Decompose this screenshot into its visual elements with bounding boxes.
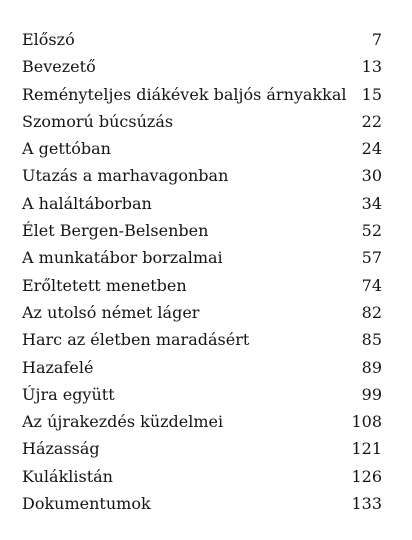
toc-entry-title: A gettóban bbox=[22, 139, 111, 159]
toc-entry-title: Reményteljes diákévek baljós árnyakkal bbox=[22, 84, 347, 104]
toc-entry-page-number: 7 bbox=[371, 30, 382, 49]
toc-entry-title: Dokumentumok bbox=[22, 494, 151, 514]
toc-entry-title: Előszó bbox=[22, 30, 75, 49]
toc-entry-page-number: 74 bbox=[361, 275, 382, 295]
toc-entry-title: Az újrakezdés küzdelmei bbox=[22, 412, 224, 432]
toc-entry-page-number: 126 bbox=[351, 466, 382, 486]
toc-entry bbox=[22, 217, 382, 244]
toc-entry-title: Az utolsó német láger bbox=[22, 302, 200, 322]
toc-entry-page-number: 52 bbox=[361, 221, 382, 241]
toc-entry-title: Hazafelé bbox=[22, 357, 94, 377]
toc-entry-page-number: 30 bbox=[361, 166, 382, 186]
toc-entry bbox=[22, 463, 382, 490]
toc-entry-page-number: 13 bbox=[361, 57, 382, 77]
toc-entry-title: Élet Bergen-Belsenben bbox=[22, 221, 209, 241]
toc-entry bbox=[22, 81, 382, 108]
toc-entry bbox=[22, 326, 382, 353]
toc-entry-page-number: 22 bbox=[361, 111, 382, 131]
toc-entry-page-number: 89 bbox=[361, 357, 382, 377]
toc-entry bbox=[22, 354, 382, 381]
toc-entry bbox=[22, 53, 382, 80]
toc-entry bbox=[22, 244, 382, 271]
toc-entry-page-number: 24 bbox=[361, 139, 382, 159]
toc-entry-page-number: 34 bbox=[361, 193, 382, 213]
toc-entry bbox=[22, 162, 382, 189]
toc-entry-title: Házasság bbox=[22, 439, 100, 459]
toc-entry-page-number: 82 bbox=[361, 302, 382, 322]
toc-entry-title: Utazás a marhavagonban bbox=[22, 166, 229, 186]
toc-entry-title: Harc az életben maradásért bbox=[22, 330, 250, 350]
toc-entry-title: Erőltetett menetben bbox=[22, 275, 187, 295]
toc-entry-page-number: 57 bbox=[361, 248, 382, 268]
toc-entry bbox=[22, 490, 382, 517]
toc-entry bbox=[22, 190, 382, 217]
table-of-contents bbox=[22, 26, 382, 517]
toc-entry-page-number: 121 bbox=[351, 439, 382, 459]
toc-entry bbox=[22, 381, 382, 408]
toc-entry-title: Szomorú búcsúzás bbox=[22, 111, 174, 131]
toc-entry-page-number: 85 bbox=[361, 330, 382, 350]
toc-entry bbox=[22, 299, 382, 326]
toc-entry-title: Bevezető bbox=[22, 57, 96, 77]
toc-entry bbox=[22, 108, 382, 135]
toc-entry-page-number: 99 bbox=[361, 384, 382, 404]
toc-entry-title: Kuláklistán bbox=[22, 466, 113, 486]
toc-entry bbox=[22, 26, 382, 53]
toc-entry-title: A haláltáborban bbox=[22, 193, 152, 213]
toc-entry-title: A munkatábor borzalmai bbox=[22, 248, 223, 268]
toc-entry-title: Újra együtt bbox=[22, 384, 115, 404]
toc-entry bbox=[22, 272, 382, 299]
toc-entry-page-number: 108 bbox=[351, 412, 382, 432]
toc-entry-page-number: 15 bbox=[361, 84, 382, 104]
toc-entry bbox=[22, 135, 382, 162]
toc-entry bbox=[22, 408, 382, 435]
toc-entry bbox=[22, 435, 382, 462]
toc-entry-page-number: 133 bbox=[351, 494, 382, 514]
